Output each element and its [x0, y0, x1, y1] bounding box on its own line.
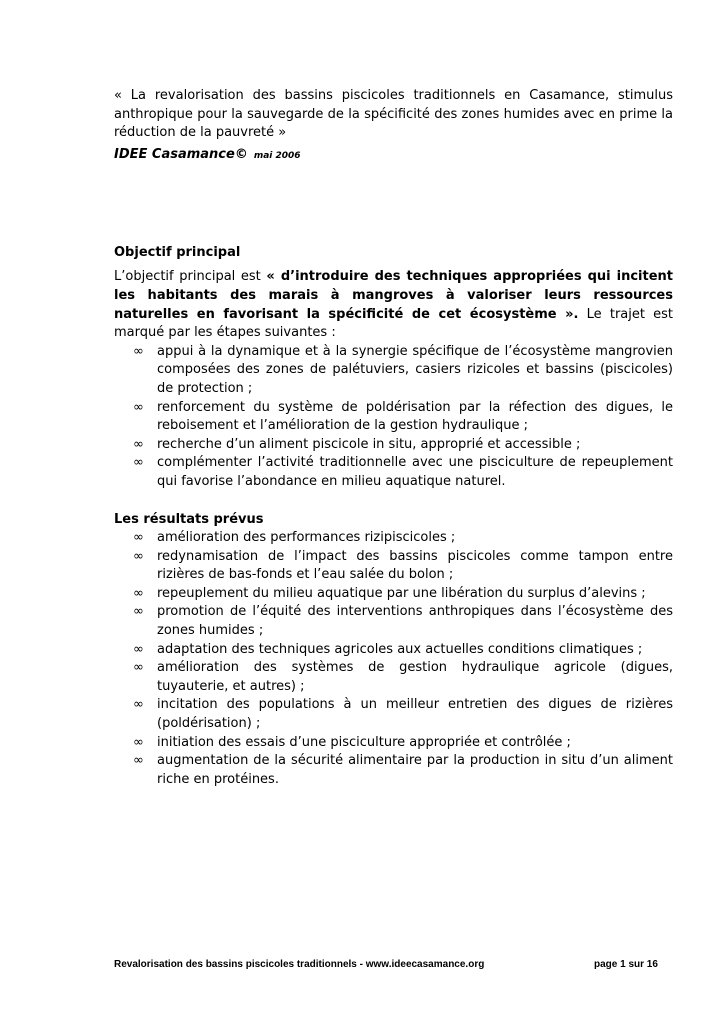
- author-line: [114, 146, 673, 165]
- footer-title: Revalorisation des bassins piscicoles traditionnels - www.ideecasamance.org: [114, 959, 485, 970]
- list-item: ∞ repeuplement du milieu aquatique par une libération du surplus d’alevins ;: [114, 585, 673, 604]
- bullet-icon: ∞: [133, 455, 144, 471]
- list-item: ∞ complémenter l’activité traditionnelle avec une pisciculture de repeuplement qui favorise l’abondance en milieu aquatique naturel.: [133, 455, 673, 489]
- objectif-list: [114, 343, 673, 492]
- resultats-list: [114, 529, 673, 789]
- list-item: ∞ incitation des populations à un meilleur entretien des digues de rizières (poldérisation) ;: [133, 697, 673, 732]
- objectif-paragraph: [114, 268, 673, 342]
- bullet-icon: ∞: [133, 530, 144, 546]
- bullet-icon: ∞: [133, 548, 144, 564]
- list-item: ∞ amélioration des systèmes de gestion hydraulique agricole (digues, tuyauterie, et autres) ;: [133, 660, 673, 694]
- bullet-icon: ∞: [133, 734, 144, 750]
- resultats-heading: Les résultats prévus: [114, 511, 264, 527]
- bullet-icon: ∞: [133, 641, 144, 657]
- title-quote: « La revalorisation des bassins piscicoles traditionnels en Casamance, stimulus anthropique pour la sauvegarde de la spécificité des zones humides avec en prime la réduction de la pauvreté »: [114, 88, 673, 141]
- objectif-outro: Le trajet est marqué par les étapes suivantes :: [114, 306, 673, 341]
- bullet-icon: ∞: [133, 697, 144, 713]
- objectif-quote: « d’introduire des techniques appropriées qui incitent les habitants des marais à mangroves à valoriser leurs ressources naturelles en favorisant la spécificité de cet écosystème ».: [114, 269, 673, 322]
- bullet-icon: ∞: [133, 753, 144, 769]
- bullet-icon: ∞: [133, 436, 144, 452]
- list-item: ∞ redynamisation de l’impact des bassins piscicoles comme tampon entre rizières de bas-fonds et l’eau salée du bolon ;: [133, 548, 673, 583]
- document-page: [114, 87, 673, 789]
- list-item: ∞ appui à la dynamique et à la synergie spécifique de l’écosystème mangrovien composées des zones de palétuviers, casiers rizicoles et bassins (piscicoles) de protection ;: [133, 343, 673, 396]
- bullet-icon: ∞: [133, 585, 144, 601]
- bullet-icon: ∞: [133, 399, 144, 415]
- bullet-icon: ∞: [133, 604, 144, 620]
- author-date: mai 2006: [253, 150, 301, 161]
- list-item: ∞ renforcement du système de poldérisation par la réfection des digues, le reboisement et l’amélioration de la gestion hydraulique ;: [133, 399, 673, 434]
- list-item: ∞ initiation des essais d’une pisciculture appropriée et contrôlée ;: [114, 734, 673, 753]
- list-item: ∞ recherche d’un aliment piscicole in situ, approprié et accessible ;: [114, 436, 673, 455]
- list-item: ∞ promotion de l’équité des interventions anthropiques dans l’écosystème des zones humides ;: [133, 604, 673, 639]
- bullet-icon: ∞: [133, 660, 144, 676]
- objectif-intro: L’objectif principal est: [114, 269, 267, 285]
- objectif-heading: Objectif principal: [114, 244, 241, 260]
- list-item: ∞ augmentation de la sécurité alimentaire par la production in situ d’un aliment riche en protéines.: [133, 753, 673, 787]
- page-number: page 1 sur 16: [594, 959, 658, 970]
- bullet-icon: ∞: [133, 343, 144, 359]
- list-item: ∞ adaptation des techniques agricoles aux actuelles conditions climatiques ;: [114, 641, 673, 660]
- author-name: IDEE Casamance©: [114, 146, 248, 162]
- list-item: ∞ amélioration des performances rizipiscicoles ;: [114, 529, 673, 548]
